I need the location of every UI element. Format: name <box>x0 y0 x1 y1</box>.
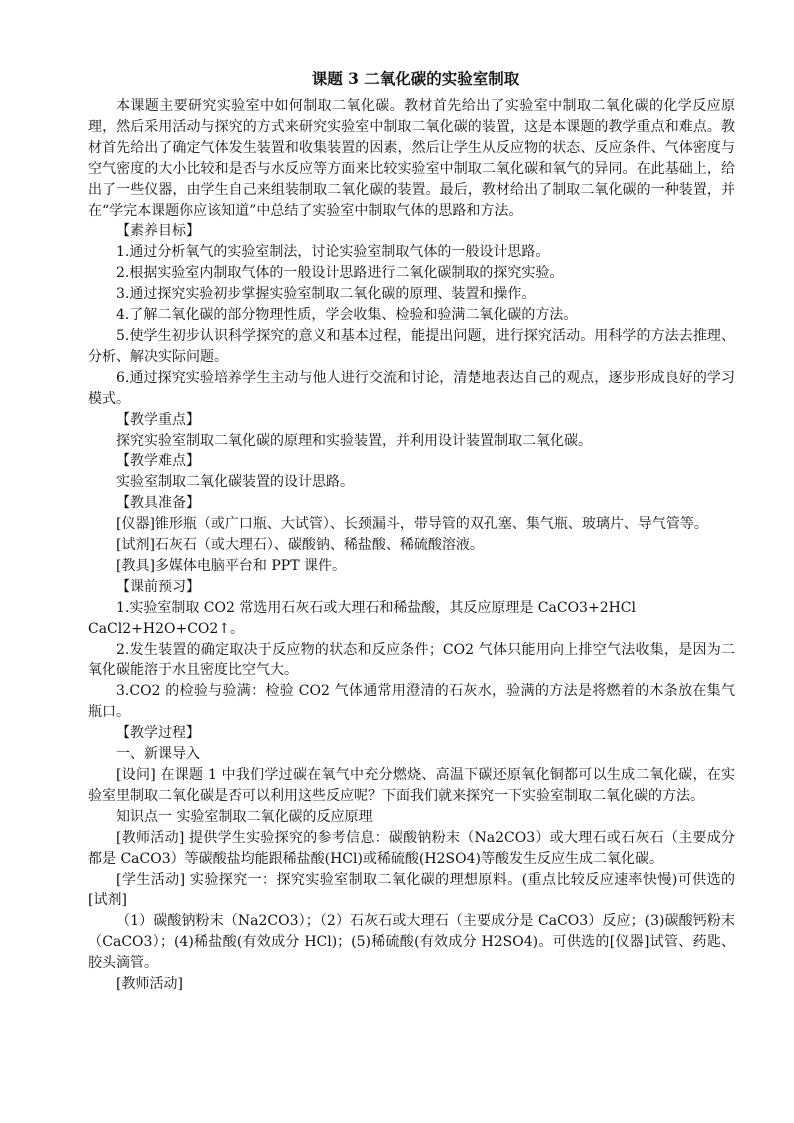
process-heading: 【教学过程】 <box>116 725 200 742</box>
process-question: [设问] 在课题 1 中我们学过碳在氧气中充分燃烧、高温下碳还原氧化铜都可以生成二氧化碳，在实验室里制取二氧化碳是否可以利用这些反应呢？下面我们就来探究一下实验室制取二氧化碳的方法。 <box>88 767 735 804</box>
teacher-activity-1: [教师活动] 提供学生实验探究的参考信息：碳酸钠粉末（Na2CO3）或大理石或石灰石（主要成分都是 CaCO3）等碳酸盐均能跟稀盐酸(HCl)或稀硫酸(H2SO4)等酸发生反应生成二氧化碳。 <box>88 829 735 867</box>
goal-item: 2.根据实验室内制取气体的一般设计思路进行二氧化碳制取的探究实验。 <box>116 265 564 282</box>
preview-item-3: 3.CO2 的检验与验满：检验 CO2 气体通常用澄清的石灰水，验满的方法是将燃着的木条放在集气瓶口。 <box>88 683 735 721</box>
preview-item-2: 2.发生装置的确定取决于反应物的状态和反应条件；CO2 气体只能用向上排空气法收集，是因为二氧化碳能溶于水且密度比空气大。 <box>88 641 735 679</box>
goals-heading: 【素养目标】 <box>116 223 200 240</box>
difficulty-text: 实验室制取二氧化碳装置的设计思路。 <box>116 474 354 491</box>
difficulty-heading: 【教学难点】 <box>116 453 200 470</box>
reagent-options: （1）碳酸钠粉末（Na2CO3）；（2）石灰石或大理石（主要成分是 CaCO3）反应；(3)碳酸钙粉末（CaCO3）；(4)稀盐酸(有效成分 HCl)；(5)稀硫酸(有效成分 H2SO4)。可供选的[仪器]试管、药匙、胶头滴管。 <box>88 913 735 972</box>
student-activity-1: [学生活动] 实验探究一：探究实验室制取二氧化碳的理想原料。(重点比较反应速率快慢)可供选的[试剂] <box>88 871 735 909</box>
prep-item-tools: [教具]多媒体电脑平台和 PPT 课件。 <box>116 557 347 574</box>
document-title: 课题 3 二氧化碳的实验室制取 <box>311 69 520 88</box>
goal-item: 6.通过探究实验培养学生主动与他人进行交流和讨论，清楚地表达自己的观点，逐步形成良好的学习模式。 <box>88 369 735 407</box>
goal-item: 4.了解二氧化碳的部分物理性质，学会收集、检验和验满二氧化碳的方法。 <box>116 307 578 324</box>
process-subheading: 一、新课导入 <box>116 746 200 763</box>
key-points-text: 探究实验室制取二氧化碳的原理和实验装置，并利用设计装置制取二氧化碳。 <box>116 432 592 449</box>
preview-item-1-equation: CaCl2+H2O+CO2↑。 <box>88 620 245 637</box>
prep-item-reagents: [试剂]石灰石（或大理石）、碳酸钠、稀盐酸、稀硫酸溶液。 <box>116 537 484 554</box>
prep-heading: 【教具准备】 <box>116 495 200 512</box>
preview-heading: 【课前预习】 <box>116 578 200 595</box>
goal-item: 1.通过分析氧气的实验室制法，讨论实验室制取气体的一般设计思路。 <box>116 244 550 261</box>
goal-item: 5.使学生初步认识科学探究的意义和基本过程，能提出问题，进行探究活动。用科学的方法去推理、分析、解决实际问题。 <box>88 327 735 365</box>
intro-paragraph: 本课题主要研究实验室中如何制取二氧化碳。教材首先给出了实验室中制取二氧化碳的化学反应原理，然后采用活动与探究的方式来研究实验室中制取二氧化碳的装置，这是本课题的教学重点和难点。教材首先给出了确定气体发生装置和收集装置的因素，然后让学生从反应物的状态、反应条件、气体密度与空气密度的大小比较和是否与水反应等方面来比较实验室中制取二氧化碳和氧气的异同。在此基础上，给出了一些仪器，由学生自己来组装制取二氧化碳的装置。最后，教材给出了制取二氧化碳的一种装置，并在“学完本课题你应该知道”中总结了实验室中制取气体的思路和方法。 <box>88 98 735 219</box>
prep-item-instruments: [仪器]锥形瓶（或广口瓶、大试管）、长颈漏斗，带导管的双孔塞、集气瓶、玻璃片、导气管等。 <box>116 516 708 533</box>
goal-item: 3.通过探究实验初步掌握实验室制取二氧化碳的原理、装置和操作。 <box>116 286 536 303</box>
teacher-activity-2: [教师活动] <box>116 976 183 993</box>
knowledge-point-1: 知识点一 实验室制取二氧化碳的反应原理 <box>116 808 373 825</box>
key-points-heading: 【教学重点】 <box>116 411 200 428</box>
preview-item-1: 1.实验室制取 CO2 常选用石灰石或大理石和稀盐酸，其反应原理是 CaCO3+2HCl <box>116 599 636 616</box>
